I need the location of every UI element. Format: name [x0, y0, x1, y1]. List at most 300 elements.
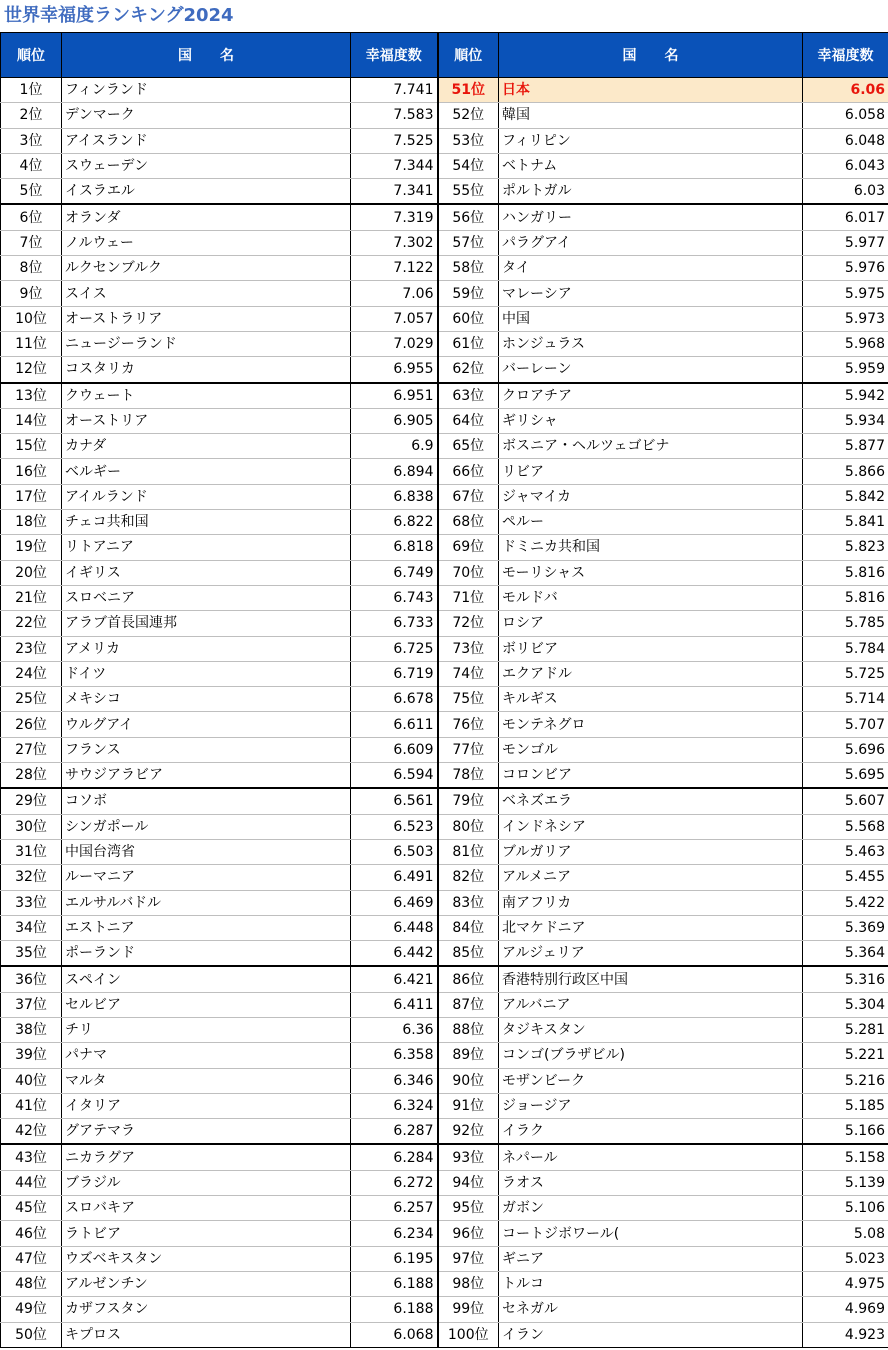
score-cell: 5.455 [803, 865, 888, 890]
table-row [1, 128, 888, 153]
score-cell: 5.568 [803, 814, 888, 839]
rank-cell: 11位 [1, 331, 62, 356]
score-cell: 7.525 [351, 128, 438, 153]
country-name-cell: ネパール [499, 1144, 803, 1170]
country-name-cell: ギニア [499, 1246, 803, 1271]
table-row [1, 611, 888, 636]
rank-cell: 31位 [1, 839, 62, 864]
score-cell: 7.122 [351, 256, 438, 281]
country-name-cell: ボスニア・ヘルツェゴビナ [499, 434, 803, 459]
table-row [1, 1043, 888, 1068]
page-title: 世界幸福度ランキング2024 [4, 5, 234, 26]
rank-cell: 100位 [438, 1322, 499, 1347]
table-row [1, 408, 888, 433]
table-row [1, 1144, 888, 1170]
rank-cell: 93位 [438, 1144, 499, 1170]
country-name-cell: モルドバ [499, 585, 803, 610]
rank-cell: 99位 [438, 1297, 499, 1322]
country-name-cell: コロンビア [499, 763, 803, 789]
country-name-cell: ニュージーランド [62, 331, 351, 356]
score-cell: 5.968 [803, 331, 888, 356]
country-name-cell: セルビア [62, 992, 351, 1017]
score-cell: 7.319 [351, 204, 438, 230]
score-cell: 6.36 [351, 1017, 438, 1042]
rank-cell: 20位 [1, 560, 62, 585]
rank-cell: 45位 [1, 1196, 62, 1221]
table-row [1, 103, 888, 128]
score-cell: 6.287 [351, 1119, 438, 1145]
score-cell: 6.234 [351, 1221, 438, 1246]
rank-cell: 26位 [1, 712, 62, 737]
country-name-cell: クロアチア [499, 383, 803, 409]
table-row [1, 153, 888, 178]
country-name-cell: イタリア [62, 1093, 351, 1118]
table-row [1, 459, 888, 484]
rank-cell: 24位 [1, 661, 62, 686]
rank-cell: 49位 [1, 1297, 62, 1322]
table-row [1, 839, 888, 864]
country-name-cell: キルギス [499, 687, 803, 712]
country-name-cell: ノルウェー [62, 230, 351, 255]
score-cell: 5.842 [803, 484, 888, 509]
rank-cell: 85位 [438, 941, 499, 967]
rank-cell: 72位 [438, 611, 499, 636]
score-cell: 7.029 [351, 331, 438, 356]
score-cell: 7.741 [351, 78, 438, 103]
table-row [1, 585, 888, 610]
country-name-cell: コートジボワール( [499, 1221, 803, 1246]
rank-cell: 15位 [1, 434, 62, 459]
rank-cell: 55位 [438, 179, 499, 205]
table-row [1, 78, 888, 103]
country-name-cell: モンテネグロ [499, 712, 803, 737]
score-cell: 6.448 [351, 915, 438, 940]
country-name-cell: ホンジュラス [499, 331, 803, 356]
score-cell: 6.9 [351, 434, 438, 459]
country-name-cell: タイ [499, 256, 803, 281]
rank-cell: 96位 [438, 1221, 499, 1246]
table-row [1, 510, 888, 535]
rank-cell: 62位 [438, 357, 499, 383]
score-cell: 5.977 [803, 230, 888, 255]
score-cell: 4.969 [803, 1297, 888, 1322]
score-cell: 5.959 [803, 357, 888, 383]
table-row [1, 865, 888, 890]
country-name-cell: ブラジル [62, 1170, 351, 1195]
score-cell: 6.594 [351, 763, 438, 789]
country-name-cell: ロシア [499, 611, 803, 636]
country-name-cell: ポルトガル [499, 179, 803, 205]
table-row [1, 1221, 888, 1246]
score-cell: 7.057 [351, 306, 438, 331]
score-cell: 6.06 [803, 78, 888, 103]
country-name-cell: カザフスタン [62, 1297, 351, 1322]
country-name-cell: アメリカ [62, 636, 351, 661]
rank-cell: 50位 [1, 1322, 62, 1347]
country-name-cell: モーリシャス [499, 560, 803, 585]
country-name-cell: マレーシア [499, 281, 803, 306]
rank-cell: 35位 [1, 941, 62, 967]
rank-cell: 84位 [438, 915, 499, 940]
score-cell: 5.707 [803, 712, 888, 737]
score-cell: 6.955 [351, 357, 438, 383]
score-cell: 5.714 [803, 687, 888, 712]
score-cell: 6.048 [803, 128, 888, 153]
country-name-cell: ポーランド [62, 941, 351, 967]
score-cell: 5.216 [803, 1068, 888, 1093]
table-row [1, 1068, 888, 1093]
country-name-cell: シンガポール [62, 814, 351, 839]
country-name-cell: イラク [499, 1119, 803, 1145]
score-cell: 6.346 [351, 1068, 438, 1093]
score-cell: 7.344 [351, 153, 438, 178]
score-cell: 5.725 [803, 661, 888, 686]
country-name-cell: クウェート [62, 383, 351, 409]
score-cell: 5.695 [803, 763, 888, 789]
rank-cell: 57位 [438, 230, 499, 255]
score-cell: 5.166 [803, 1119, 888, 1145]
country-name-cell: オーストラリア [62, 306, 351, 331]
rank-cell: 80位 [438, 814, 499, 839]
rank-cell: 19位 [1, 535, 62, 560]
score-cell: 6.188 [351, 1271, 438, 1296]
rank-cell: 97位 [438, 1246, 499, 1271]
table-row [1, 281, 888, 306]
table-row [1, 1322, 888, 1347]
rank-cell: 29位 [1, 788, 62, 814]
score-cell: 6.749 [351, 560, 438, 585]
rank-cell: 9位 [1, 281, 62, 306]
table-row [1, 535, 888, 560]
country-name-cell: チェコ共和国 [62, 510, 351, 535]
country-name-cell: ウルグアイ [62, 712, 351, 737]
country-name-cell: 中国台湾省 [62, 839, 351, 864]
rank-cell: 60位 [438, 306, 499, 331]
country-name-cell: マルタ [62, 1068, 351, 1093]
country-name-cell: ブルガリア [499, 839, 803, 864]
country-name-cell: デンマーク [62, 103, 351, 128]
rank-cell: 44位 [1, 1170, 62, 1195]
country-name-cell: アルゼンチン [62, 1271, 351, 1296]
rank-cell: 41位 [1, 1093, 62, 1118]
country-name-cell: セネガル [499, 1297, 803, 1322]
table-row [1, 357, 888, 383]
score-cell: 6.503 [351, 839, 438, 864]
score-cell: 5.08 [803, 1221, 888, 1246]
country-name-cell: スロバキア [62, 1196, 351, 1221]
score-cell: 5.304 [803, 992, 888, 1017]
rank-cell: 7位 [1, 230, 62, 255]
rank-cell: 89位 [438, 1043, 499, 1068]
table-row [1, 230, 888, 255]
rank-cell: 27位 [1, 737, 62, 762]
rank-cell: 92位 [438, 1119, 499, 1145]
table-row [1, 737, 888, 762]
country-name-cell: 北マケドニア [499, 915, 803, 940]
table-row [1, 1093, 888, 1118]
country-name-cell: イスラエル [62, 179, 351, 205]
country-name-cell: ジョージア [499, 1093, 803, 1118]
rank-cell: 86位 [438, 966, 499, 992]
score-cell: 6.818 [351, 535, 438, 560]
rank-cell: 43位 [1, 1144, 62, 1170]
rank-cell: 17位 [1, 484, 62, 509]
country-name-cell: ギリシャ [499, 408, 803, 433]
table-row [1, 1246, 888, 1271]
rank-cell: 82位 [438, 865, 499, 890]
country-name-cell: ジャマイカ [499, 484, 803, 509]
header-score-right: 幸福度数 [803, 33, 888, 78]
table-row [1, 331, 888, 356]
ranking-table [0, 32, 888, 1348]
table-row [1, 1297, 888, 1322]
country-name-cell: キプロス [62, 1322, 351, 1347]
score-cell: 6.358 [351, 1043, 438, 1068]
score-cell: 5.816 [803, 585, 888, 610]
score-cell: 5.422 [803, 890, 888, 915]
rank-cell: 34位 [1, 915, 62, 940]
country-name-cell: 日本 [499, 78, 803, 103]
score-cell: 5.607 [803, 788, 888, 814]
score-cell: 6.725 [351, 636, 438, 661]
score-cell: 5.823 [803, 535, 888, 560]
score-cell: 5.942 [803, 383, 888, 409]
score-cell: 6.195 [351, 1246, 438, 1271]
country-name-cell: インドネシア [499, 814, 803, 839]
score-cell: 6.188 [351, 1297, 438, 1322]
rank-cell: 48位 [1, 1271, 62, 1296]
country-name-cell: オーストリア [62, 408, 351, 433]
rank-cell: 64位 [438, 408, 499, 433]
country-name-cell: パラグアイ [499, 230, 803, 255]
country-name-cell: グアテマラ [62, 1119, 351, 1145]
score-cell: 6.719 [351, 661, 438, 686]
score-cell: 5.934 [803, 408, 888, 433]
rank-cell: 75位 [438, 687, 499, 712]
score-cell: 6.611 [351, 712, 438, 737]
score-cell: 7.302 [351, 230, 438, 255]
rank-cell: 23位 [1, 636, 62, 661]
table-row [1, 788, 888, 814]
country-name-cell: チリ [62, 1017, 351, 1042]
country-name-cell: アイルランド [62, 484, 351, 509]
country-name-cell: ベルギー [62, 459, 351, 484]
country-name-cell: ドミニカ共和国 [499, 535, 803, 560]
country-name-cell: モザンビーク [499, 1068, 803, 1093]
rank-cell: 54位 [438, 153, 499, 178]
rank-cell: 77位 [438, 737, 499, 762]
score-cell: 5.185 [803, 1093, 888, 1118]
rank-cell: 52位 [438, 103, 499, 128]
country-name-cell: ルクセンブルク [62, 256, 351, 281]
score-cell: 5.973 [803, 306, 888, 331]
score-cell: 5.463 [803, 839, 888, 864]
score-cell: 6.822 [351, 510, 438, 535]
country-name-cell: サウジアラビア [62, 763, 351, 789]
country-name-cell: スイス [62, 281, 351, 306]
country-name-cell: ベトナム [499, 153, 803, 178]
table-row [1, 1196, 888, 1221]
table-row [1, 712, 888, 737]
score-cell: 5.316 [803, 966, 888, 992]
country-name-cell: バーレーン [499, 357, 803, 383]
country-name-cell: イラン [499, 1322, 803, 1347]
score-cell: 5.877 [803, 434, 888, 459]
rank-cell: 58位 [438, 256, 499, 281]
country-name-cell: リトアニア [62, 535, 351, 560]
rank-cell: 37位 [1, 992, 62, 1017]
table-row [1, 814, 888, 839]
table-row [1, 941, 888, 967]
rank-cell: 65位 [438, 434, 499, 459]
rank-cell: 68位 [438, 510, 499, 535]
table-row [1, 1271, 888, 1296]
rank-cell: 98位 [438, 1271, 499, 1296]
score-cell: 6.905 [351, 408, 438, 433]
rank-cell: 71位 [438, 585, 499, 610]
rank-cell: 4位 [1, 153, 62, 178]
header-rank-right: 順位 [438, 33, 499, 78]
score-cell: 5.281 [803, 1017, 888, 1042]
country-name-cell: ボリビア [499, 636, 803, 661]
score-cell: 5.369 [803, 915, 888, 940]
table-row [1, 204, 888, 230]
country-name-cell: ウズベキスタン [62, 1246, 351, 1271]
score-cell: 5.221 [803, 1043, 888, 1068]
score-cell: 6.609 [351, 737, 438, 762]
score-cell: 6.272 [351, 1170, 438, 1195]
rank-cell: 66位 [438, 459, 499, 484]
country-name-cell: ドイツ [62, 661, 351, 686]
rank-cell: 56位 [438, 204, 499, 230]
rank-cell: 53位 [438, 128, 499, 153]
header-score-left: 幸福度数 [351, 33, 438, 78]
score-cell: 6.678 [351, 687, 438, 712]
table-row [1, 179, 888, 205]
table-row [1, 306, 888, 331]
rank-cell: 67位 [438, 484, 499, 509]
rank-cell: 69位 [438, 535, 499, 560]
rank-cell: 73位 [438, 636, 499, 661]
score-cell: 5.364 [803, 941, 888, 967]
score-cell: 5.106 [803, 1196, 888, 1221]
country-name-cell: アラブ首長国連邦 [62, 611, 351, 636]
score-cell: 6.951 [351, 383, 438, 409]
rank-cell: 28位 [1, 763, 62, 789]
table-row [1, 560, 888, 585]
country-name-cell: カナダ [62, 434, 351, 459]
country-name-cell: ペルー [499, 510, 803, 535]
country-name-cell: オランダ [62, 204, 351, 230]
country-name-cell: トルコ [499, 1271, 803, 1296]
score-cell: 5.785 [803, 611, 888, 636]
country-name-cell: スペイン [62, 966, 351, 992]
country-name-cell: アルジェリア [499, 941, 803, 967]
score-cell: 6.411 [351, 992, 438, 1017]
score-cell: 7.06 [351, 281, 438, 306]
rank-cell: 47位 [1, 1246, 62, 1271]
rank-cell: 13位 [1, 383, 62, 409]
table-row [1, 1119, 888, 1145]
rank-cell: 74位 [438, 661, 499, 686]
country-name-cell: リビア [499, 459, 803, 484]
score-cell: 5.158 [803, 1144, 888, 1170]
country-name-cell: 中国 [499, 306, 803, 331]
score-cell: 6.491 [351, 865, 438, 890]
rank-cell: 25位 [1, 687, 62, 712]
rank-cell: 70位 [438, 560, 499, 585]
country-name-cell: ルーマニア [62, 865, 351, 890]
country-name-cell: 香港特別行政区中国 [499, 966, 803, 992]
rank-cell: 40位 [1, 1068, 62, 1093]
country-name-cell: コソボ [62, 788, 351, 814]
score-cell: 6.03 [803, 179, 888, 205]
score-cell: 6.894 [351, 459, 438, 484]
country-name-cell: ラオス [499, 1170, 803, 1195]
country-name-cell: スロベニア [62, 585, 351, 610]
country-name-cell: エストニア [62, 915, 351, 940]
rank-cell: 33位 [1, 890, 62, 915]
header-row [1, 33, 888, 78]
rank-cell: 14位 [1, 408, 62, 433]
header-name-right: 国 名 [499, 33, 803, 78]
rank-cell: 46位 [1, 1221, 62, 1246]
rank-cell: 39位 [1, 1043, 62, 1068]
table-row [1, 636, 888, 661]
score-cell: 6.284 [351, 1144, 438, 1170]
table-row [1, 890, 888, 915]
rank-cell: 22位 [1, 611, 62, 636]
score-cell: 4.923 [803, 1322, 888, 1347]
rank-cell: 51位 [438, 78, 499, 103]
country-name-cell: アルメニア [499, 865, 803, 890]
score-cell: 6.733 [351, 611, 438, 636]
country-name-cell: フィンランド [62, 78, 351, 103]
table-row [1, 763, 888, 789]
score-cell: 5.976 [803, 256, 888, 281]
country-name-cell: メキシコ [62, 687, 351, 712]
country-name-cell: イギリス [62, 560, 351, 585]
table-row [1, 687, 888, 712]
rank-cell: 90位 [438, 1068, 499, 1093]
table-row [1, 661, 888, 686]
country-name-cell: パナマ [62, 1043, 351, 1068]
rank-cell: 12位 [1, 357, 62, 383]
country-name-cell: ニカラグア [62, 1144, 351, 1170]
country-name-cell: 南アフリカ [499, 890, 803, 915]
rank-cell: 61位 [438, 331, 499, 356]
country-name-cell: スウェーデン [62, 153, 351, 178]
score-cell: 6.523 [351, 814, 438, 839]
rank-cell: 94位 [438, 1170, 499, 1195]
table-row [1, 383, 888, 409]
country-name-cell: コンゴ(ブラザビル) [499, 1043, 803, 1068]
rank-cell: 78位 [438, 763, 499, 789]
rank-cell: 76位 [438, 712, 499, 737]
rank-cell: 18位 [1, 510, 62, 535]
score-cell: 5.816 [803, 560, 888, 585]
header-rank-left: 順位 [1, 33, 62, 78]
table-row [1, 434, 888, 459]
rank-cell: 6位 [1, 204, 62, 230]
rank-cell: 30位 [1, 814, 62, 839]
country-name-cell: コスタリカ [62, 357, 351, 383]
country-name-cell: フランス [62, 737, 351, 762]
rank-cell: 10位 [1, 306, 62, 331]
score-cell: 5.975 [803, 281, 888, 306]
rank-cell: 91位 [438, 1093, 499, 1118]
rank-cell: 63位 [438, 383, 499, 409]
